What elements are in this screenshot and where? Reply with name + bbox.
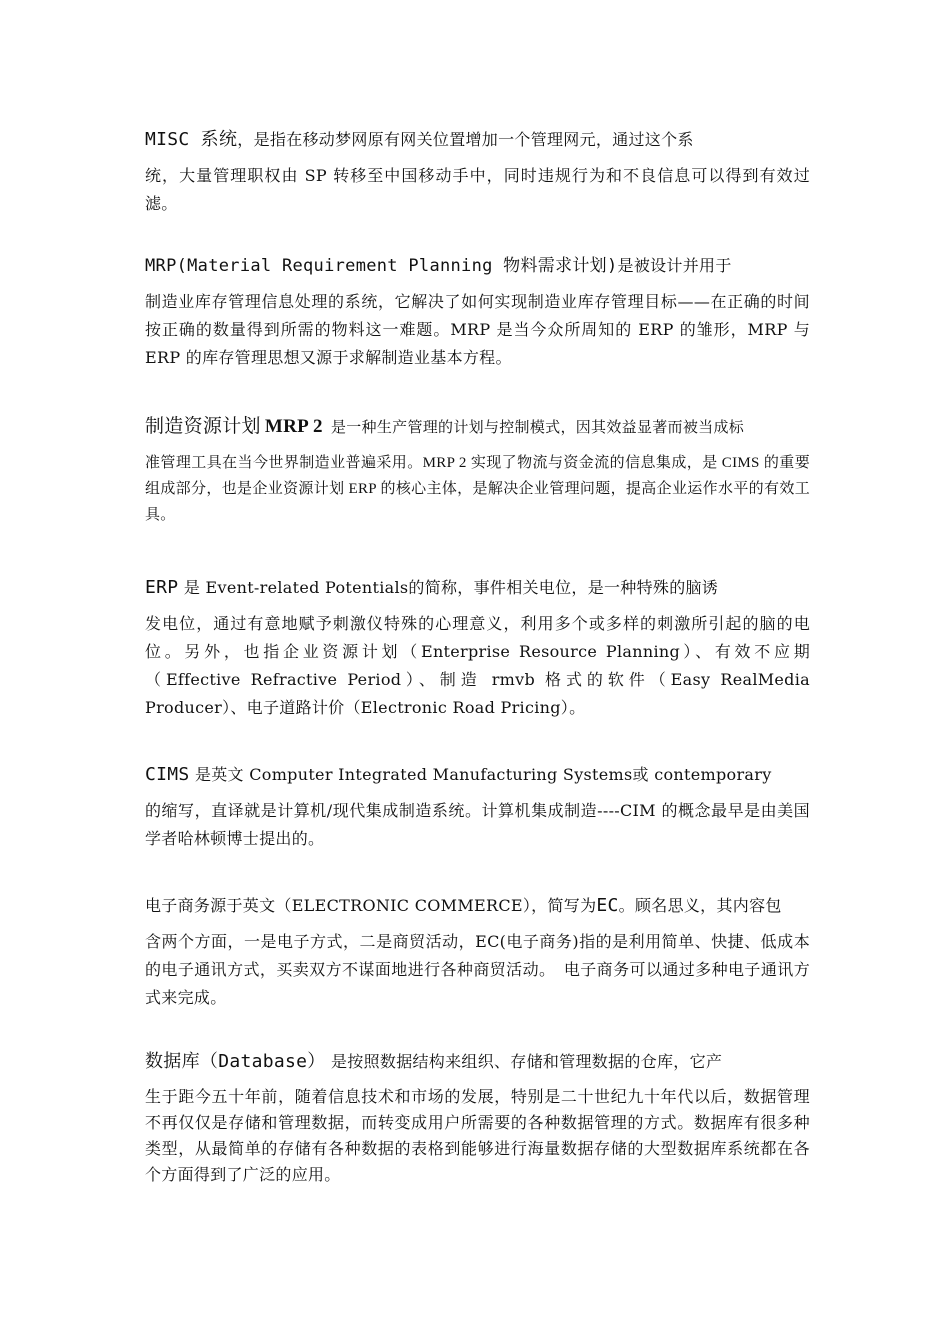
paragraph-first-tail: 。顾名思义，其内容包: [618, 896, 782, 915]
paragraph-first-line: [145, 248, 810, 284]
paragraph-first-line: [145, 757, 810, 793]
paragraph-first-text: ，是指在移动梦网原有网关位置增加一个管理网元，通过这个系: [237, 130, 694, 149]
term-ec: EC: [596, 895, 619, 916]
paragraph-first-text: 是英文 Computer Integrated Manufacturing Systems或 contemporary: [194, 765, 772, 784]
term-mrp2-cn: 制造资源计划: [145, 415, 261, 437]
paragraph-body: 统，大量管理职权由 SP 转移至中国移动手中，同时违规行为和不良信息可以得到有效过滤。: [145, 166, 810, 213]
paragraph-body: 制造业库存管理信息处理的系统，它解决了如何实现制造业库存管理目标——在正确的时间按正确的数量得到所需的物料这一难题。MRP 是当今众所周知的 ERP 的雏形，MRP 与 ERP 的库存管理思想又源于求解制造业基本方程。: [145, 292, 810, 367]
paragraph-misc: [145, 122, 810, 218]
paragraph-first-text: 是 Event-related Potentials的简称，事件相关电位，是一种特殊的脑诱: [183, 578, 719, 597]
paragraph-first-line: [145, 888, 810, 924]
paragraph-first-line: [145, 408, 810, 446]
paragraph-body: 的缩写，直译就是计算机/现代集成制造系统。计算机集成制造----CIM 的概念最早是由美国学者哈林顿博士提出的。: [145, 801, 810, 848]
paragraph-mrp: [145, 248, 810, 372]
paragraph-body: 含两个方面，一是电子方式，二是商贸活动，EC(电子商务)指的是利用简单、快捷、低成本的电子通讯方式，买卖双方不谋面地进行各种商贸活动。 电子商务可以通过多种电子通讯方式来完成。: [145, 932, 810, 1007]
term-cims: CIMS: [145, 764, 190, 785]
paragraph-first-text: 是一种生产管理的计划与控制模式，因其效益显著而被当成标: [330, 420, 745, 436]
paragraph-first-text: 是被设计并用于: [617, 256, 732, 275]
term-mrp2: MRP 2: [264, 416, 323, 437]
term-mrp: MRP(Material Requirement Planning 物料需求计划): [145, 256, 618, 276]
term-misc: MISC 系统: [145, 129, 238, 150]
paragraph-body: 生于距今五十年前，随着信息技术和市场的发展，特别是二十世纪九十年代以后，数据管理不再仅仅是存储和管理数据，而转变成用户所需要的各种数据管理的方式。数据库有很多种类型，从最简单的存储有各种数据的表格到能够进行海量数据存储的大型数据库系统都在各个方面得到了广泛的应用。: [145, 1087, 810, 1184]
paragraph-mrp2: [145, 408, 810, 528]
term-database: 数据库（Database）: [145, 1051, 326, 1072]
paragraph-ec: [145, 888, 810, 1012]
paragraph-body: 发电位，通过有意地赋予刺激仪特殊的心理意义，利用多个或多样的刺激所引起的脑的电位。另外，也指企业资源计划（Enterprise Resource Planning）、有效不应期（Effective Refractive Period）、制造 rmvb 格式的软件（Easy RealMedia Producer）、电子道路计价（Electronic Road Pricing）。: [145, 614, 810, 717]
paragraph-first-line: [145, 570, 810, 606]
term-erp: ERP: [145, 577, 179, 598]
paragraph-database: [145, 1044, 810, 1188]
paragraph-erp: [145, 570, 810, 722]
paragraph-first-line: [145, 122, 810, 158]
paragraph-first-line: [145, 1044, 810, 1080]
paragraph-body: 准管理工具在当今世界制造业普遍采用。MRP 2 实现了物流与资金流的信息集成，是 CIMS 的重要组成部分，也是企业资源计划 ERP 的核心主体，是解决企业管理问题，提高企业运作水平的有效工具。: [145, 455, 810, 523]
paragraph-first-text: 电子商务源于英文（ELECTRONIC COMMERCE），简写为: [145, 896, 597, 915]
paragraph-first-text: 是按照数据结构来组织、存储和管理数据的仓库，它产: [331, 1052, 723, 1071]
paragraph-cims: [145, 757, 810, 853]
